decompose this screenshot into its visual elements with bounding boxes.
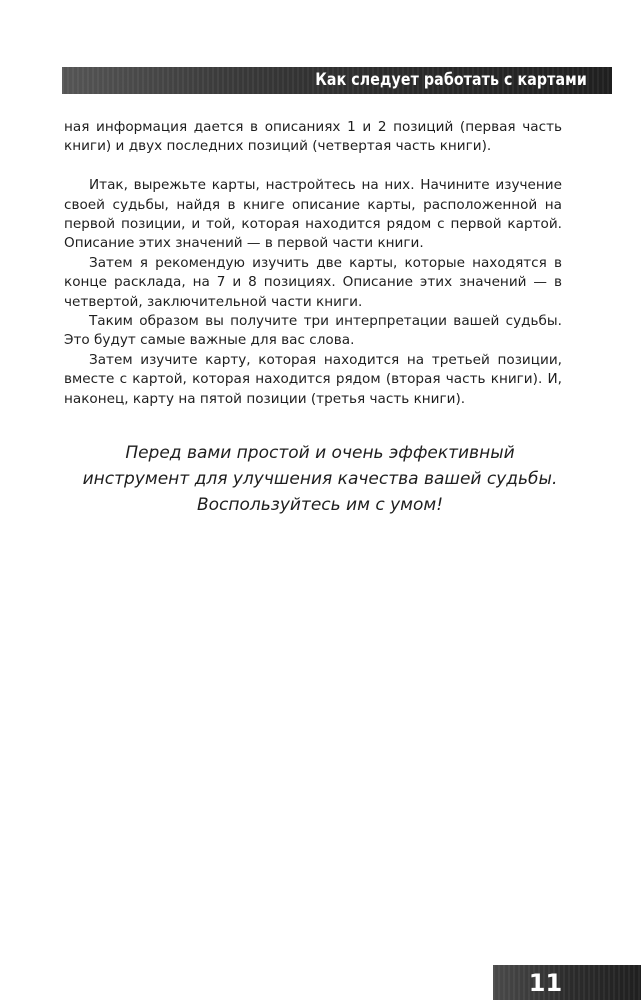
paragraph-5: Затем изучите карту, которая находится на третьей позиции, вместе с картой, которая находится рядом (вторая часть книги). И, наконец, карту на пятой позиции (третья часть книги). [64, 351, 562, 407]
paragraph-4: Таким образом вы получите три интерпретации вашей судьбы. Это будут самые важные для вас слова. [64, 313, 562, 349]
paragraph-2: Итак, вырежьте карты, настройтесь на них. Начините изучение своей судьбы, найдя в книге описание карты, расположенной на первой позиции, и той, которая находится рядом с первой картой. Описание этих значений — в первой части книги. [64, 177, 562, 252]
page-number: 11 [528, 969, 563, 997]
paragraph-3: Затем я рекомендую изучить две карты, которые находятся в конце расклада, на 7 и 8 позициях. Описание этих значений — в четвертой, заключительной части книги. [64, 254, 562, 310]
running-header-title: Как следует работать с картами [315, 70, 587, 89]
slogan-line-3: Воспользуйтесь им с умом! [196, 495, 444, 515]
slogan-line-1: Перед вами простой и очень эффективный [125, 443, 515, 463]
body-text [64, 118, 562, 409]
highlighted-slogan [60, 440, 580, 518]
slogan-line-2: инструмент для улучшения качества вашей судьбы. [82, 469, 558, 489]
paragraph-1: ная информация дается в описаниях 1 и 2 позиций (первая часть книги) и двух последних позиций (четвертая часть книги). [64, 119, 562, 155]
